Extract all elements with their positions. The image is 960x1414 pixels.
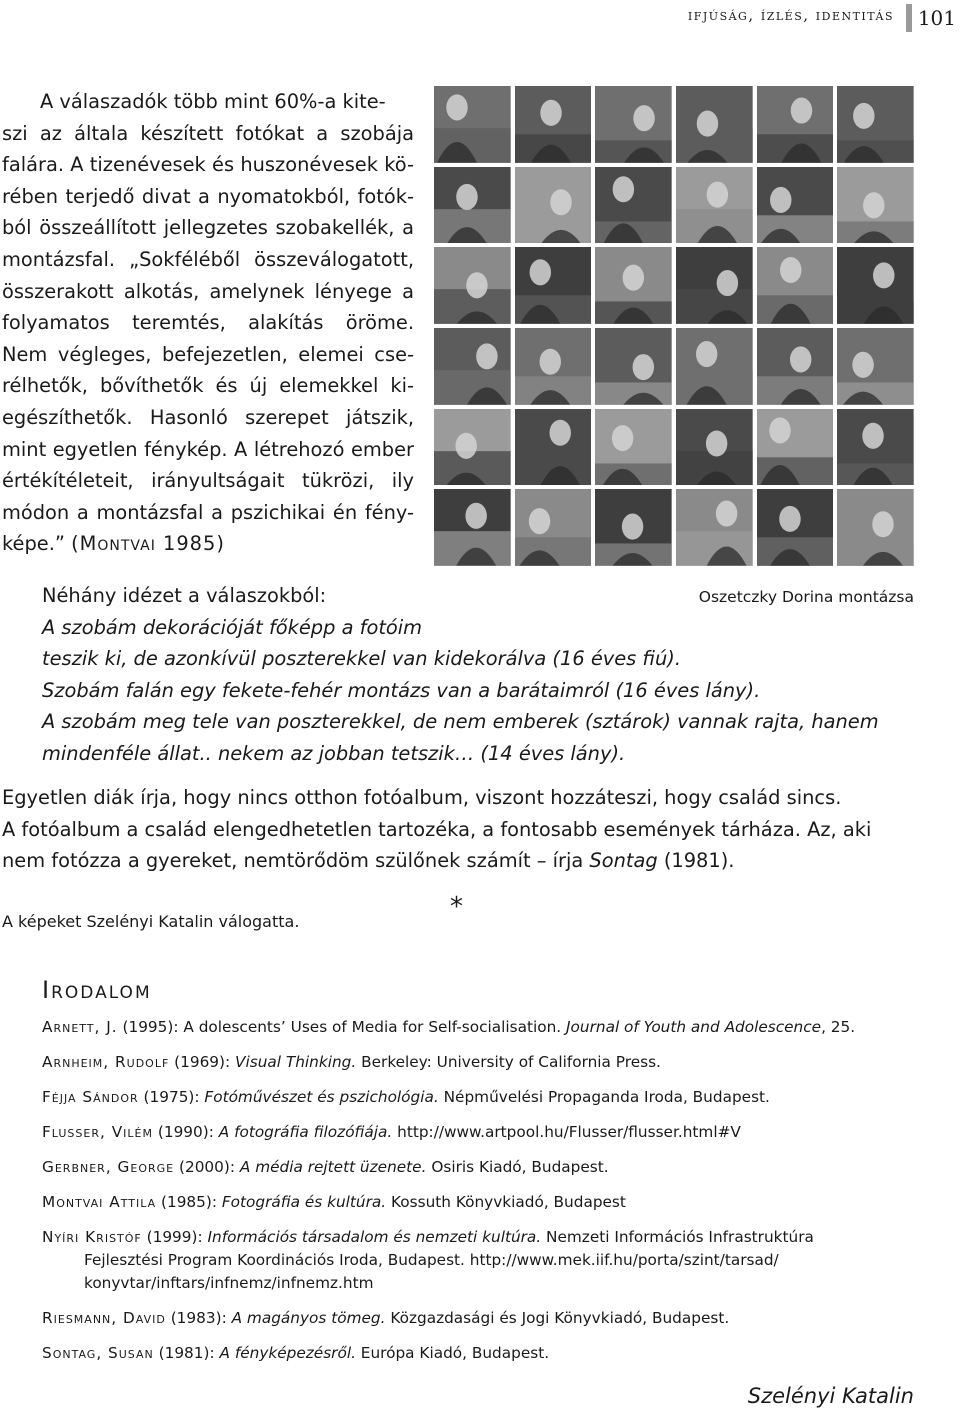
running-header (560, 4, 960, 32)
photo-montage (434, 86, 914, 566)
reference-first-line (42, 1342, 922, 1365)
intro-line: montázsfal. „Sokféléből összeválogatott, (2, 247, 414, 271)
reference-first-line (42, 1191, 922, 1214)
montage-photo (676, 328, 753, 405)
references-heading: Irodalom (42, 976, 152, 1004)
montage-photo (757, 489, 834, 566)
header-divider (906, 4, 912, 32)
reference-title: Journal of Youth and Adolescence (566, 1018, 822, 1036)
reference-author: Gerbner, George (42, 1158, 175, 1176)
intro-line: összerakott alkotás, amelynek lényege a (2, 279, 414, 303)
reference-publisher: Berkeley: University of California Press. (356, 1053, 661, 1071)
intro-last-text: képe.” (2, 532, 72, 556)
reference-item (42, 1051, 922, 1074)
montage-photo (595, 247, 672, 324)
montage-photo (515, 86, 592, 163)
montage-photo (434, 328, 511, 405)
reference-first-line (42, 1121, 922, 1144)
reference-text: (1975): (138, 1088, 205, 1106)
reference-title: Visual Thinking. (235, 1053, 357, 1071)
intro-line: Nem végleges, befejezetlen, elemei cse- (2, 342, 414, 366)
montage-photo (837, 167, 914, 244)
reference-text: (1999): (141, 1228, 208, 1246)
montage-photo (676, 489, 753, 566)
intro-line: módon a montázsfal a pszichikai én fény- (2, 500, 414, 524)
reference-author: Féjja Sándor (42, 1088, 139, 1106)
page-number: 101 (917, 6, 956, 30)
reference-publisher: Osiris Kiadó, Budapest. (426, 1158, 609, 1176)
reference-title: Fotóművészet és pszichológia. (204, 1088, 439, 1106)
montage-photo (434, 489, 511, 566)
montage-photo (595, 328, 672, 405)
montage-photo (515, 409, 592, 486)
montage-photo (676, 247, 753, 324)
montage-photo (595, 489, 672, 566)
intro-line: A válaszadók több mint 60%-a kite- (40, 90, 386, 113)
intro-line: folyamatos teremtés, alakítás öröme. (2, 311, 414, 335)
reference-title: A magányos tömeg. (231, 1309, 386, 1327)
reference-item (42, 1307, 922, 1330)
montage-photo (837, 86, 914, 163)
reference-text: (1990): (153, 1123, 219, 1141)
quotes-lead: Néhány idézet a válaszokból: (42, 584, 327, 607)
intro-line: rében terjedő divat a nyomatokból, fotók- (2, 184, 414, 208)
reference-author: Arnett, J. (42, 1018, 118, 1036)
reference-author: Riesmann, David (42, 1309, 166, 1327)
reference-publisher: Kossuth Könyvkiadó, Budapest (386, 1193, 626, 1211)
body-line-emphasis: Sontag (589, 849, 658, 873)
references-list (42, 1016, 922, 1377)
reference-first-line (42, 1226, 922, 1249)
montage-photo (837, 328, 914, 405)
montage-photo (837, 409, 914, 486)
body-line: Egyetlen diák írja, hogy nincs otthon fotóalbum, viszont hozzáteszi, hogy család sincs. (2, 786, 842, 809)
reference-first-line (42, 1086, 922, 1109)
reference-text: (2000): (174, 1158, 240, 1176)
intro-line: mint egyetlen fénykép. A létrehozó ember (2, 437, 414, 461)
reference-publisher: Közgazdasági és Jogi Könyvkiadó, Budapest. (385, 1309, 730, 1327)
montage-caption: Oszetczky Dorina montázsa (698, 588, 914, 606)
body-line-part: (1981). (657, 849, 735, 873)
quote-line: A szobám dekorációját főképp a fotóim (42, 615, 423, 639)
montage-photo (757, 409, 834, 486)
montage-photo (837, 247, 914, 324)
reference-item (42, 1191, 922, 1214)
montage-photo (676, 86, 753, 163)
reference-author: Montvai Attila (42, 1193, 157, 1211)
montage-photo (595, 409, 672, 486)
body-paragraph (2, 782, 922, 877)
reference-first-line (42, 1307, 922, 1330)
reference-first-line (42, 1016, 922, 1039)
reference-title: A média rejtett üzenete. (239, 1158, 427, 1176)
intro-line: falára. A tizenévesek és huszonévesek kö- (2, 153, 414, 177)
intro-last-line (2, 528, 414, 560)
reference-item (42, 1086, 922, 1109)
montage-photo (434, 86, 511, 163)
reference-first-line (42, 1156, 922, 1179)
montage-photo (434, 167, 511, 244)
reference-text: (1981): (153, 1344, 220, 1362)
body-line-part: nem fotózza a gyereket, nemtörődöm szülőnek számít – írja (2, 849, 590, 873)
reference-continuation: konyvtar/inftars/infnemz/infnemz.htm (84, 1274, 374, 1292)
reference-publisher: http://www.artpool.hu/Flusser/flusser.html#V (392, 1123, 741, 1141)
reference-text: (1969): (169, 1053, 236, 1071)
author-signature: Szelényi Katalin (747, 1384, 914, 1408)
reference-author: Flusser, Vilém (42, 1123, 153, 1141)
reference-author: Sontag, Susan (42, 1344, 154, 1362)
body-line (2, 845, 922, 877)
intro-line: egészíthetők. Hasonló szerepet játszik, (2, 405, 414, 429)
intro-paragraph (2, 86, 414, 560)
montage-photo (837, 489, 914, 566)
reference-text: (1985): (156, 1193, 222, 1211)
section-separator: * (450, 892, 463, 922)
reference-title: A fotográfia filozófiája. (218, 1123, 393, 1141)
montage-photo (676, 167, 753, 244)
reference-first-line (42, 1051, 922, 1074)
reference-publisher: Népművelési Propaganda Iroda, Budapest. (438, 1088, 770, 1106)
montage-photo (434, 247, 511, 324)
quote-line: mindenféle állat.. nekem az jobban tetszik… (14 éves lány). (42, 741, 626, 765)
reference-item (42, 1016, 922, 1039)
montage-photo (515, 328, 592, 405)
running-title: ifjúság, ízlés, identitás (687, 6, 894, 24)
body-line: A fotóalbum a család elengedhetetlen tartozéka, a fontosabb események tárháza. Az, aki (2, 817, 872, 841)
montage-photo (515, 489, 592, 566)
reference-item (42, 1156, 922, 1179)
quote-line: A szobám meg tele van poszterekkel, de nem emberek (sztárok) vannak rajta, hanem (42, 710, 879, 734)
reference-text: (1983): (165, 1309, 232, 1327)
quotes-block (42, 580, 902, 770)
reference-continuation: Fejlesztési Program Koordinációs Iroda, Budapest. http://www.mek.iif.hu/porta/szint/tarsad/ (84, 1251, 779, 1269)
intro-citation: (Montvai 1985) (71, 532, 225, 556)
reference-title: Információs társadalom és nemzeti kultúra. (207, 1228, 542, 1246)
reference-item (42, 1226, 922, 1295)
reference-item (42, 1121, 922, 1144)
reference-title: A fényképezésről. (219, 1344, 356, 1362)
intro-line: értékítéleteit, irányultságait tükrözi, ily (2, 469, 414, 493)
montage-photo (757, 86, 834, 163)
montage-photo (515, 247, 592, 324)
montage-photo (757, 247, 834, 324)
montage-photo (676, 409, 753, 486)
quote-line: teszik ki, de azonkívül poszterekkel van kidekorálva (16 éves fiú). (42, 647, 681, 671)
reference-author: Arnheim, Rudolf (42, 1053, 170, 1071)
intro-line: rélhetők, bővíthetők és új elemekkel ki- (2, 374, 414, 398)
montage-photo (434, 409, 511, 486)
montage-photo (515, 167, 592, 244)
image-credit: A képeket Szelényi Katalin válogatta. (2, 912, 300, 931)
montage-photo (757, 167, 834, 244)
quote-line: Szobám falán egy fekete-fehér montázs van a barátaimról (16 éves lány). (42, 678, 761, 702)
reference-text: (1995): A dolescents’ Uses of Media for Self-socialisation. (117, 1018, 567, 1036)
reference-publisher: Európa Kiadó, Budapest. (355, 1344, 550, 1362)
intro-line: ból összeállított jellegzetes szobakellék, a (2, 216, 414, 240)
montage-photo (595, 86, 672, 163)
reference-item (42, 1342, 922, 1365)
reference-author: Nyíri Kristóf (42, 1228, 142, 1246)
reference-publisher: , 25. (821, 1018, 856, 1036)
reference-title: Fotográfia és kultúra. (221, 1193, 387, 1211)
intro-line: szi az általa készített fotókat a szobája (2, 121, 414, 145)
reference-publisher: Nemzeti Információs Infrastruktúra (541, 1228, 814, 1246)
montage-photo (757, 328, 834, 405)
montage-photo (595, 167, 672, 244)
